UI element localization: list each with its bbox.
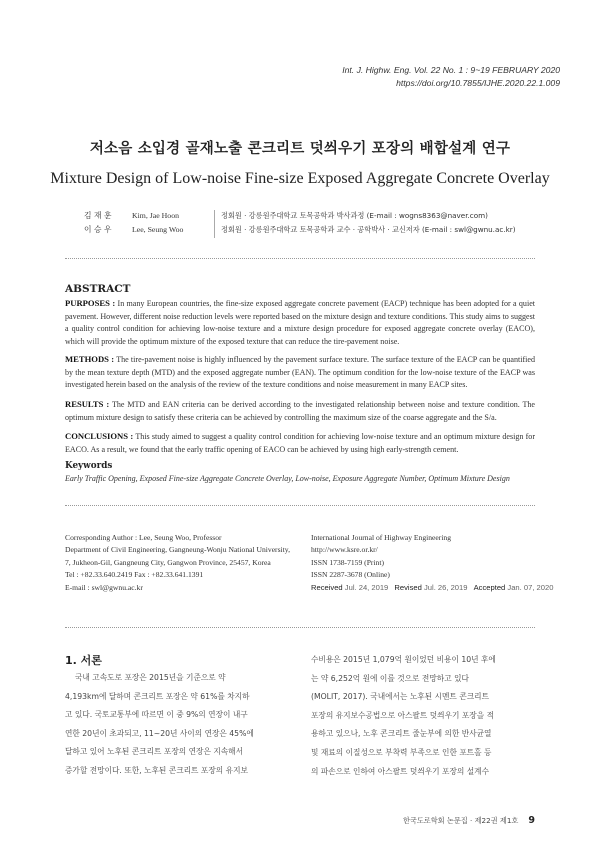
received-label: Received bbox=[311, 582, 343, 592]
conclusions-text: This study aimed to suggest a quality control condition for achieving low-noise texture and an optimum mixture design for EACO. As a result, we found that the early traffic opening of EACO can be achieved by using high early-strength cement. bbox=[65, 432, 535, 454]
author-name-en: Lee, Seung Woo bbox=[132, 225, 184, 234]
title-korean: 저소음 소입경 골재노출 콘크리트 덧씌우기 포장의 배합설계 연구 bbox=[89, 140, 511, 157]
body-line: 수비용은 2015년 1,079억 원이었던 비용이 10년 후에 bbox=[311, 655, 496, 664]
body-line: 및 재료의 이질성으로 부착력 부족으로 인한 포트홀 등 bbox=[311, 747, 492, 757]
corresponding-author-block bbox=[65, 532, 290, 594]
separator bbox=[65, 627, 535, 628]
abstract-heading: ABSTRACT bbox=[65, 283, 131, 295]
abstract-methods bbox=[65, 353, 535, 392]
keywords-text: Early Traffic Opening, Exposed Fine-size Aggregate Concrete Overlay, Low-noise, Exposure Aggregate Number, Optimum Mixture Design bbox=[65, 474, 510, 483]
issn-online: ISSN 2287-3678 (Online) bbox=[311, 570, 390, 580]
body-column-right bbox=[311, 651, 537, 781]
body-line: 연한 20년이 초과되고, 11~20년 사이의 연장은 45%에 bbox=[65, 728, 254, 738]
methods-text: The tire-pavement noise is highly influenced by the pavement surface texture. The surface texture of the EACP can be quantified by the mean texture depth (MTD) and the exposed aggregate number (EAN). The optimum condition for the low-noise texture of the EACP was investigated herein based on the analysis of the review of the texture conditions and noise measurement in many EACP sites. bbox=[65, 355, 535, 390]
methods-label: METHODS : bbox=[65, 354, 115, 364]
body-line: 의 파손으로 인하여 아스팔트 덧씌우기 포장의 설계수 bbox=[311, 766, 490, 776]
purposes-text: In many European countries, the fine-size exposed aggregate concrete pavement (EACP) technique has been adopted for a quiet pavement. However, different noise reduction levels were reported based on the mixture design and texture conditions. This study aims to suggest a quality control condition for achieving low-noise texture and a mixture design procedure for exposed aggregate concrete overlay (EACO), which will provide the optimum mixture of the exposed texture that can reduce the tire-pavement noise. bbox=[65, 299, 535, 346]
body-line: 용하고 있으나, 노후 콘크리트 줄눈부에 의한 반사균열 bbox=[311, 729, 492, 739]
conclusions-label: CONCLUSIONS : bbox=[65, 431, 134, 441]
page-number: 9 bbox=[528, 815, 535, 826]
body-line: 국내 고속도로 포장은 2015년을 기준으로 약 bbox=[75, 673, 226, 682]
body-line: 는 약 6,252억 원에 이를 것으로 전망하고 있다 bbox=[311, 673, 469, 683]
doi-link[interactable]: https://doi.org/10.7855/IJHE.2020.22.1.009 bbox=[396, 78, 560, 88]
author-name-ko: 김 재 훈 bbox=[84, 211, 112, 220]
corresponding-line: Department of Civil Engineering, Gangneung-Wonju National University, bbox=[65, 545, 290, 555]
author-row bbox=[84, 222, 192, 238]
received-date: Jul. 24, 2019 bbox=[344, 582, 389, 592]
accepted-date: Jan. 07, 2020 bbox=[507, 582, 554, 592]
author-name-ko: 이 승 우 bbox=[84, 225, 112, 234]
corresponding-line: Tel : +82.33.640.2419 Fax : +82.33.641.1391 bbox=[65, 570, 204, 580]
results-label: RESULTS : bbox=[65, 399, 110, 409]
corresponding-line: 7, Jukheon-Gil, Gangneung City, Gangwon Province, 25457, Korea bbox=[65, 557, 271, 567]
corresponding-line: Corresponding Author : Lee, Seung Woo, Professor bbox=[65, 533, 222, 542]
keywords-heading: Keywords bbox=[65, 461, 113, 471]
abstract-conclusions bbox=[65, 430, 535, 456]
accepted-label: Accepted bbox=[473, 582, 506, 592]
page-footer bbox=[403, 815, 535, 826]
author-name-en: Kim, Jae Hoon bbox=[132, 211, 179, 220]
author-affiliation: 정회원 · 강릉원주대학교 토목공학과 교수 · 공학박사 · 교신저자 (E-mail : swl@gwnu.ac.kr) bbox=[221, 225, 516, 234]
footer-journal: 한국도로학회 논문집 · 제22권 제1호 bbox=[402, 816, 519, 825]
separator bbox=[65, 505, 535, 506]
journal-name: International Journal of Highway Engineering bbox=[311, 533, 452, 542]
body-line: 포장의 유지보수공법으로 아스팔트 덧씌우기 포장을 적 bbox=[311, 710, 495, 720]
issn-print: ISSN 1738-7159 (Print) bbox=[311, 557, 384, 567]
body-line: 고 있다. 국토교통부에 따르면 이 중 9%의 연장이 내구 bbox=[65, 710, 248, 720]
corresponding-line[interactable]: E-mail : swl@gwnu.ac.kr bbox=[65, 582, 143, 592]
received-dates bbox=[311, 582, 553, 594]
body-line: (MOLIT, 2017). 국내에서는 노후된 시멘트 콘크리트 bbox=[311, 692, 489, 702]
revised-date: Jul. 26, 2019 bbox=[423, 582, 468, 592]
journal-url[interactable]: http://www.ksre.or.kr/ bbox=[311, 545, 378, 555]
results-text: The MTD and EAN criteria can be derived according to the investigated relationship between noise and texture condition. The optimum mixture design to satisfy these criteria can be achieved by controlling the maximum size of the coarse aggregate and the S/a. bbox=[65, 400, 535, 422]
body-line: 달하고 있어 노후된 콘크리트 포장의 연장은 지속해서 bbox=[65, 747, 244, 757]
body-column-left bbox=[65, 669, 293, 781]
separator bbox=[65, 258, 535, 259]
title-english: Mixture Design of Low-noise Fine-size Exposed Aggregate Concrete Overlay bbox=[50, 170, 550, 187]
journal-info-block bbox=[311, 532, 553, 594]
body-line: 4,193km에 달하며 콘크리트 포장은 약 61%를 차지하 bbox=[65, 691, 250, 701]
purposes-label: PURPOSES : bbox=[65, 298, 116, 308]
author-affiliation: 정회원 · 강릉원주대학교 토목공학과 박사과정 (E-mail : wogns8363@naver.com) bbox=[221, 211, 488, 220]
journal-citation: Int. J. Highw. Eng. Vol. 22 No. 1 : 9~19 FEBRUARY 2020 bbox=[342, 65, 560, 75]
revised-label: Revised bbox=[394, 582, 422, 592]
body-line: 증가할 전망이다. 또한, 노후된 콘크리트 포장의 유지보 bbox=[65, 765, 248, 775]
section-heading: 1. 서론 bbox=[65, 654, 102, 667]
author-divider bbox=[214, 210, 215, 238]
abstract-results bbox=[65, 398, 535, 424]
abstract-purposes bbox=[65, 297, 535, 348]
